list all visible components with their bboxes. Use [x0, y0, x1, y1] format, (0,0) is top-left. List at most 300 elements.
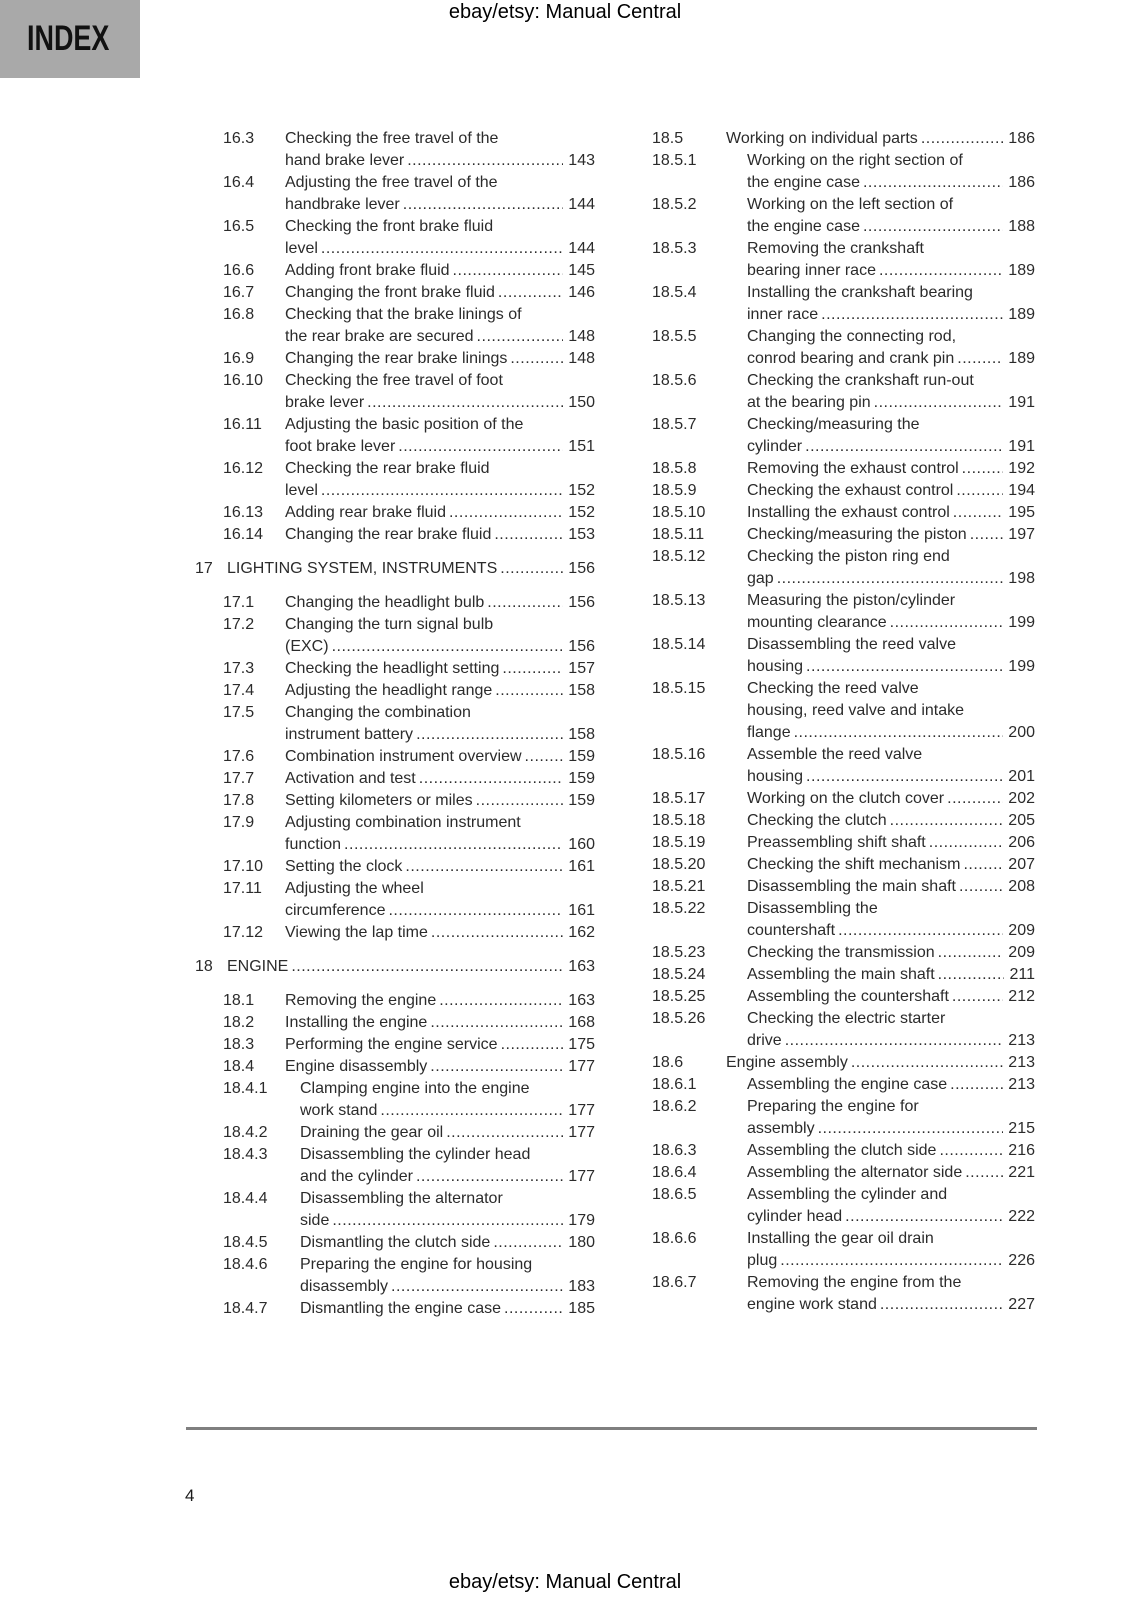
- toc-entry-title-line: Disassembling the: [747, 900, 878, 917]
- toc-entry-number: 16.5: [223, 218, 255, 235]
- toc-entry-title-line: Disassembling the reed valve: [747, 636, 956, 653]
- toc-entry-last-line: [747, 1294, 1035, 1316]
- toc-entry-last-line: [285, 922, 595, 944]
- toc-entry-number: 16.7: [223, 284, 255, 301]
- toc-entry-title: Installing the exhaust control: [747, 504, 950, 521]
- dot-leader: [430, 1056, 563, 1078]
- toc-entry-title: Activation and test: [285, 770, 416, 787]
- toc-entry-title-line: Working on the right section of: [747, 152, 963, 169]
- dot-leader: [880, 1294, 1003, 1316]
- toc-entry: [652, 502, 1035, 524]
- toc-entry-last-line: [747, 986, 1035, 1008]
- toc-page-number: 200: [1008, 724, 1035, 741]
- toc-entry-last-line: [285, 1012, 595, 1034]
- dot-leader: [874, 392, 1004, 414]
- toc-entry-title: cylinder: [747, 438, 803, 455]
- toc-entry-number: 18.5.7: [652, 416, 697, 433]
- dot-leader: [818, 1118, 1004, 1140]
- toc-entry-number: 17.12: [223, 924, 264, 941]
- toc-entry-title-line: Preparing the engine for housing: [300, 1256, 533, 1273]
- toc-page-number: 186: [1008, 130, 1035, 147]
- toc-entry-last-line: [285, 238, 595, 260]
- dot-leader: [863, 172, 1003, 194]
- toc-page-number: 179: [568, 1212, 595, 1229]
- toc-entry-title: (EXC): [285, 638, 329, 655]
- toc-page-number: 194: [1008, 482, 1035, 499]
- toc-entry-title-block: [747, 788, 1035, 810]
- toc-entry-title-block: [747, 524, 1035, 546]
- toc-page-number: 175: [568, 1036, 595, 1053]
- toc-entry-title: Checking the clutch: [747, 812, 887, 829]
- dot-leader: [953, 502, 1004, 524]
- toc-entry-title-block: [285, 922, 595, 944]
- toc-page-number: 197: [1008, 526, 1035, 543]
- toc-entry-title: Preassembling shift shaft: [747, 834, 926, 851]
- toc-entry-number: 18.4.7: [223, 1300, 268, 1317]
- toc-entry-title-block: [747, 854, 1035, 876]
- toc-entry-last-line: [747, 876, 1035, 898]
- dot-leader: [403, 194, 564, 216]
- toc-entry-title-block: [285, 502, 595, 524]
- toc-entry-number: 18.4.4: [223, 1190, 268, 1207]
- toc-entry-title: instrument battery: [285, 726, 414, 743]
- toc-entry: [185, 524, 595, 546]
- toc-entry-number: 18.6.2: [652, 1098, 697, 1115]
- toc-entry-title-block: [300, 1232, 595, 1254]
- toc-entry: [185, 128, 595, 172]
- toc-entry-title: circumference: [285, 902, 386, 919]
- toc-entry-title-line: Checking the reed valve: [747, 680, 919, 697]
- toc-page-number: 177: [568, 1102, 595, 1119]
- toc-entry-title: foot brake lever: [285, 438, 396, 455]
- toc-entry-title-line: Checking the free travel of the: [285, 130, 499, 147]
- toc-entry-last-line: [285, 680, 595, 702]
- toc-entry-title-block: [285, 790, 595, 812]
- dot-leader: [963, 854, 1003, 876]
- toc-page-number: 209: [1008, 944, 1035, 961]
- dot-leader: [321, 238, 563, 260]
- toc-entry-number: 17.8: [223, 792, 255, 809]
- toc-entry-number: 18.5.13: [652, 592, 706, 609]
- toc-entry-last-line: [285, 900, 595, 922]
- toc-entry: [185, 172, 595, 216]
- toc-entry-title: Assembling the alternator side: [747, 1164, 963, 1181]
- toc-entry-title: brake lever: [285, 394, 365, 411]
- toc-page-number: 195: [1008, 504, 1035, 521]
- dot-leader: [500, 558, 563, 580]
- toc-entry-title-line: Changing the combination: [285, 704, 471, 721]
- toc-entry-last-line: [285, 856, 595, 878]
- toc-column-right: [652, 128, 1035, 1316]
- dot-leader: [405, 856, 563, 878]
- toc-page-number: 157: [568, 660, 595, 677]
- toc-entry-number: 17.3: [223, 660, 255, 677]
- dot-leader: [947, 788, 1003, 810]
- toc-entry: [652, 1140, 1035, 1162]
- toc-entry-last-line: [285, 480, 595, 502]
- toc-entry-last-line: [285, 746, 595, 768]
- toc-page-number: 146: [568, 284, 595, 301]
- toc-page-number: 185: [568, 1300, 595, 1317]
- toc-page-number: 208: [1008, 878, 1035, 895]
- toc-entry-title: LIGHTING SYSTEM, INSTRUMENTS: [227, 560, 498, 577]
- toc-entry-last-line: [285, 392, 595, 414]
- toc-entry: [185, 702, 595, 746]
- toc-entry-number: 18.5.6: [652, 372, 697, 389]
- toc-entry-title: work stand: [300, 1102, 378, 1119]
- toc-page-number: 189: [1008, 350, 1035, 367]
- toc-entry-last-line: [747, 172, 1035, 194]
- toc-entry: [652, 194, 1035, 238]
- toc-entry-number: 17.10: [223, 858, 264, 875]
- toc-page-number: 159: [568, 748, 595, 765]
- toc-entry: [185, 370, 595, 414]
- toc-entry: [652, 898, 1035, 942]
- dot-leader: [494, 524, 563, 546]
- toc-entry-number: 18.6.7: [652, 1274, 697, 1291]
- toc-entry-title: Changing the rear brake linings: [285, 350, 508, 367]
- toc-entry-number: 18.5.15: [652, 680, 706, 697]
- toc-entry-title-block: [285, 990, 595, 1012]
- toc-entry-last-line: [747, 656, 1035, 678]
- toc-entry-number: 18.5.24: [652, 966, 706, 983]
- toc-entry-title: the engine case: [747, 218, 860, 235]
- toc-entry-last-line: [747, 568, 1035, 590]
- toc-entry-number: 17.2: [223, 616, 255, 633]
- toc-entry-title-block: [747, 986, 1035, 1008]
- toc-page-number: 177: [568, 1058, 595, 1075]
- dot-leader: [419, 768, 564, 790]
- toc-entry-title: Working on individual parts: [726, 130, 918, 147]
- toc-entry-title-line: Checking the electric starter: [747, 1010, 946, 1027]
- toc-page-number: 156: [568, 638, 595, 655]
- dot-leader: [957, 348, 1003, 370]
- toc-page-number: 209: [1008, 922, 1035, 939]
- toc-entry-last-line: [747, 810, 1035, 832]
- toc-entry-last-line: [285, 724, 595, 746]
- toc-entry-number: 18.5.9: [652, 482, 697, 499]
- toc-page-number: 180: [568, 1234, 595, 1251]
- toc-page-number: 213: [1008, 1032, 1035, 1049]
- toc-page-number: 212: [1008, 988, 1035, 1005]
- toc-entry-title-block: [747, 546, 1035, 590]
- toc-entry-title: Combination instrument overview: [285, 748, 522, 765]
- toc-page-number: 144: [568, 240, 595, 257]
- toc-entry-number: 18.4: [223, 1058, 255, 1075]
- toc-entry: [185, 956, 595, 978]
- toc-entry-number: 16.11: [223, 416, 262, 433]
- toc-entry-title-block: [747, 1140, 1035, 1162]
- toc-entry-title: Changing the headlight bulb: [285, 594, 485, 611]
- toc-entry-title-line: Checking that the brake linings of: [285, 306, 522, 323]
- toc-entry: [185, 414, 595, 458]
- dot-leader: [838, 920, 1003, 942]
- toc-entry: [652, 458, 1035, 480]
- toc-entry-number: 17.1: [223, 594, 255, 611]
- toc-entry-last-line: [300, 1100, 595, 1122]
- toc-entry-number: 18.5.1: [652, 152, 697, 169]
- toc-entry-title-line: Disassembling the alternator: [300, 1190, 503, 1207]
- toc-entry-title-block: [747, 590, 1035, 634]
- toc-entry: [652, 1096, 1035, 1140]
- dot-leader: [525, 746, 564, 768]
- toc-page-number: 191: [1008, 394, 1035, 411]
- toc-entry-last-line: [747, 854, 1035, 876]
- toc-entry-title: handbrake lever: [285, 196, 400, 213]
- toc-page-number: 201: [1008, 768, 1035, 785]
- toc-entry: [185, 348, 595, 370]
- dot-leader: [487, 592, 563, 614]
- toc-entry: [185, 658, 595, 680]
- dot-leader: [449, 502, 563, 524]
- toc-entry: [185, 922, 595, 944]
- toc-page-number: 161: [568, 858, 595, 875]
- toc-entry-title: Changing the rear brake fluid: [285, 526, 492, 543]
- toc-entry-last-line: [285, 502, 595, 524]
- toc-entry-title-line: Adjusting the basic position of the: [285, 416, 524, 433]
- toc-entry-title: level: [285, 240, 318, 257]
- toc-entry-title: Removing the exhaust control: [747, 460, 959, 477]
- toc-entry-number: 18.6: [652, 1054, 684, 1071]
- toc-entry-last-line: [747, 1162, 1035, 1184]
- toc-entry-last-line: [227, 558, 595, 580]
- dot-leader: [498, 282, 563, 304]
- toc-entry: [652, 876, 1035, 898]
- toc-entry-title-block: [747, 634, 1035, 678]
- toc-entry-title: Dismantling the clutch side: [300, 1234, 491, 1251]
- dot-leader: [851, 1052, 1003, 1074]
- toc-entry-title-block: [726, 128, 1035, 150]
- toc-entry-number: 18.5.23: [652, 944, 706, 961]
- dot-leader: [446, 1122, 563, 1144]
- toc-entry: [652, 414, 1035, 458]
- toc-page-number: 192: [1008, 460, 1035, 477]
- dot-leader: [476, 790, 564, 812]
- toc-entry-title-line: Checking the piston ring end: [747, 548, 950, 565]
- toc-entry-last-line: [747, 612, 1035, 634]
- dot-leader: [388, 900, 563, 922]
- toc-entry-number: 18.6.4: [652, 1164, 697, 1181]
- toc-entry-number: 18.1: [223, 992, 255, 1009]
- dot-leader: [821, 304, 1003, 326]
- toc-entry-title: level: [285, 482, 318, 499]
- toc-page-number: 163: [568, 958, 595, 975]
- dot-leader: [344, 834, 563, 856]
- toc-entry: [652, 678, 1035, 744]
- toc-entry-title: Setting the clock: [285, 858, 403, 875]
- toc-page-number: 215: [1008, 1120, 1035, 1137]
- dot-leader: [959, 876, 1003, 898]
- toc-entry: [652, 744, 1035, 788]
- toc-entry: [652, 524, 1035, 546]
- toc-entry-last-line: [747, 1140, 1035, 1162]
- toc-entry-title-line: Adjusting the wheel: [285, 880, 424, 897]
- toc-page-number: 148: [568, 350, 595, 367]
- toc-entry-title: cylinder head: [747, 1208, 843, 1225]
- toc-page-number: 161: [568, 902, 595, 919]
- toc-entry-number: 18.5.3: [652, 240, 697, 257]
- toc-entry: [652, 370, 1035, 414]
- toc-entry-title-line: Installing the gear oil drain: [747, 1230, 934, 1247]
- footer-title: ebay/etsy: Manual Central: [448, 1571, 682, 1593]
- dot-leader: [929, 832, 1004, 854]
- toc-entry: [185, 878, 595, 922]
- toc-entry-title: side: [300, 1212, 330, 1229]
- toc-entry-number: 18: [195, 958, 213, 975]
- toc-entry-number: 18.5.17: [652, 790, 706, 807]
- toc-entry-title-block: [747, 502, 1035, 524]
- toc-entry-title-block: [285, 746, 595, 768]
- toc-entry-number: 16.6: [223, 262, 255, 279]
- toc-entry-last-line: [285, 1034, 595, 1056]
- toc-entry-number: 17.11: [223, 880, 262, 897]
- toc-entry: [185, 558, 595, 580]
- toc-column-left: [185, 128, 595, 1320]
- toc-entry-title-block: [300, 1254, 595, 1298]
- toc-entry-title: Assembling the countershaft: [747, 988, 949, 1005]
- toc-entry-last-line: [300, 1122, 595, 1144]
- toc-entry-title: Checking the shift mechanism: [747, 856, 961, 873]
- toc-entry-title-line: Adjusting combination instrument: [285, 814, 521, 831]
- toc-entry-number: 18.5.8: [652, 460, 697, 477]
- toc-entry: [185, 304, 595, 348]
- toc-entry-last-line: [747, 480, 1035, 502]
- toc-entry: [652, 854, 1035, 876]
- toc-page-number: 158: [568, 682, 595, 699]
- toc-entry-last-line: [747, 722, 1035, 744]
- toc-entry-title-block: [285, 458, 595, 502]
- toc-entry-title-line: Assembling the cylinder and: [747, 1186, 948, 1203]
- dot-leader: [785, 1030, 1004, 1052]
- toc-entry-title-block: [747, 238, 1035, 282]
- toc-entry-number: 18.5.22: [652, 900, 706, 917]
- toc-page-number: 213: [1008, 1076, 1035, 1093]
- toc-entry-number: 16.13: [223, 504, 264, 521]
- toc-entry-title-block: [747, 1008, 1035, 1052]
- toc-page-number: 183: [568, 1278, 595, 1295]
- toc-page-number: 156: [568, 560, 595, 577]
- dot-leader: [398, 436, 563, 458]
- toc-entry: [185, 216, 595, 260]
- toc-page-number: 151: [568, 438, 595, 455]
- toc-page-number: 159: [568, 770, 595, 787]
- toc-entry-title-line: Preparing the engine for: [747, 1098, 919, 1115]
- toc-entry: [652, 942, 1035, 964]
- toc-entry-number: 16.12: [223, 460, 264, 477]
- toc-entry-number: 18.2: [223, 1014, 255, 1031]
- toc-entry: [652, 1008, 1035, 1052]
- toc-entry-title-line: Checking the front brake fluid: [285, 218, 494, 235]
- toc-page-number: 153: [568, 526, 595, 543]
- toc-entry-title: flange: [747, 724, 791, 741]
- toc-entry-title: mounting clearance: [747, 614, 887, 631]
- toc-entry-title-block: [285, 614, 595, 658]
- toc-entry-title-line: Installing the crankshaft bearing: [747, 284, 973, 301]
- dot-leader: [777, 568, 1004, 590]
- toc-entry-last-line: [285, 436, 595, 458]
- toc-entry: [185, 768, 595, 790]
- toc-entry-number: 17.6: [223, 748, 255, 765]
- dot-leader: [431, 922, 563, 944]
- dot-leader: [493, 1232, 563, 1254]
- toc-page-number: 226: [1008, 1252, 1035, 1269]
- toc-entry-last-line: [747, 392, 1035, 414]
- toc-entry-title: countershaft: [747, 922, 836, 939]
- dot-leader: [495, 680, 563, 702]
- toc-entry-title-block: [747, 898, 1035, 942]
- toc-entry-last-line: [747, 458, 1035, 480]
- toc-entry-last-line: [747, 1074, 1035, 1096]
- toc-entry-title-block: [285, 304, 595, 348]
- toc-entry-number: 17.7: [223, 770, 255, 787]
- toc-entry-title-block: [747, 964, 1035, 986]
- toc-entry-title-block: [227, 558, 595, 580]
- toc-page-number: 144: [568, 196, 595, 213]
- toc-page-number: 177: [568, 1168, 595, 1185]
- toc-entry-last-line: [300, 1276, 595, 1298]
- toc-page-number: 211: [1009, 966, 1035, 983]
- toc-page-number: 191: [1008, 438, 1035, 455]
- toc-entry-number: 16.3: [223, 130, 255, 147]
- toc-entry-title-block: [747, 414, 1035, 458]
- toc-entry: [185, 680, 595, 702]
- toc-entry-title: Removing the engine: [285, 992, 437, 1009]
- toc-entry-title: Engine disassembly: [285, 1058, 428, 1075]
- toc-entry-last-line: [285, 194, 595, 216]
- dot-leader: [806, 656, 1003, 678]
- toc-entry: [185, 990, 595, 1012]
- toc-entry-title-block: [747, 370, 1035, 414]
- toc-page-number: 205: [1008, 812, 1035, 829]
- toc-page-number: 198: [1008, 570, 1035, 587]
- toc-entry-title: Changing the front brake fluid: [285, 284, 495, 301]
- toc-entry-title: housing: [747, 658, 804, 675]
- dot-leader: [430, 1012, 563, 1034]
- toc-entry-title: Adding front brake fluid: [285, 262, 450, 279]
- toc-entry-number: 18.4.5: [223, 1234, 268, 1251]
- toc-entry-last-line: [747, 832, 1035, 854]
- dot-leader: [806, 766, 1003, 788]
- toc-entry-last-line: [747, 920, 1035, 942]
- toc-entry-title-block: [747, 832, 1035, 854]
- toc-entry-title-block: [285, 592, 595, 614]
- toc-page-number: 207: [1008, 856, 1035, 873]
- toc-entry-title-line: Checking the rear brake fluid: [285, 460, 490, 477]
- toc-page-number: 150: [568, 394, 595, 411]
- toc-entry-last-line: [285, 636, 595, 658]
- toc-entry-number: 18.5.20: [652, 856, 706, 873]
- toc-entry: [652, 1074, 1035, 1096]
- toc-entry-title: Assembling the clutch side: [747, 1142, 937, 1159]
- toc-entry-title-block: [747, 678, 1035, 744]
- toc-entry-last-line: [285, 150, 595, 172]
- toc-entry-title: Setting kilometers or miles: [285, 792, 473, 809]
- toc-entry-title-block: [285, 260, 595, 282]
- toc-entry-title-block: [285, 524, 595, 546]
- toc-entry-last-line: [747, 788, 1035, 810]
- dot-leader: [952, 986, 1003, 1008]
- toc-entry-title-line: Checking the crankshaft run-out: [747, 372, 974, 389]
- toc-entry-title-block: [747, 480, 1035, 502]
- dot-leader: [863, 216, 1003, 238]
- toc-entry-last-line: [747, 304, 1035, 326]
- toc-page-number: 199: [1008, 614, 1035, 631]
- toc-entry-last-line: [747, 436, 1035, 458]
- toc-entry: [652, 282, 1035, 326]
- toc-entry: [185, 282, 595, 304]
- toc-entry-title-block: [747, 194, 1035, 238]
- dot-leader: [970, 524, 1004, 546]
